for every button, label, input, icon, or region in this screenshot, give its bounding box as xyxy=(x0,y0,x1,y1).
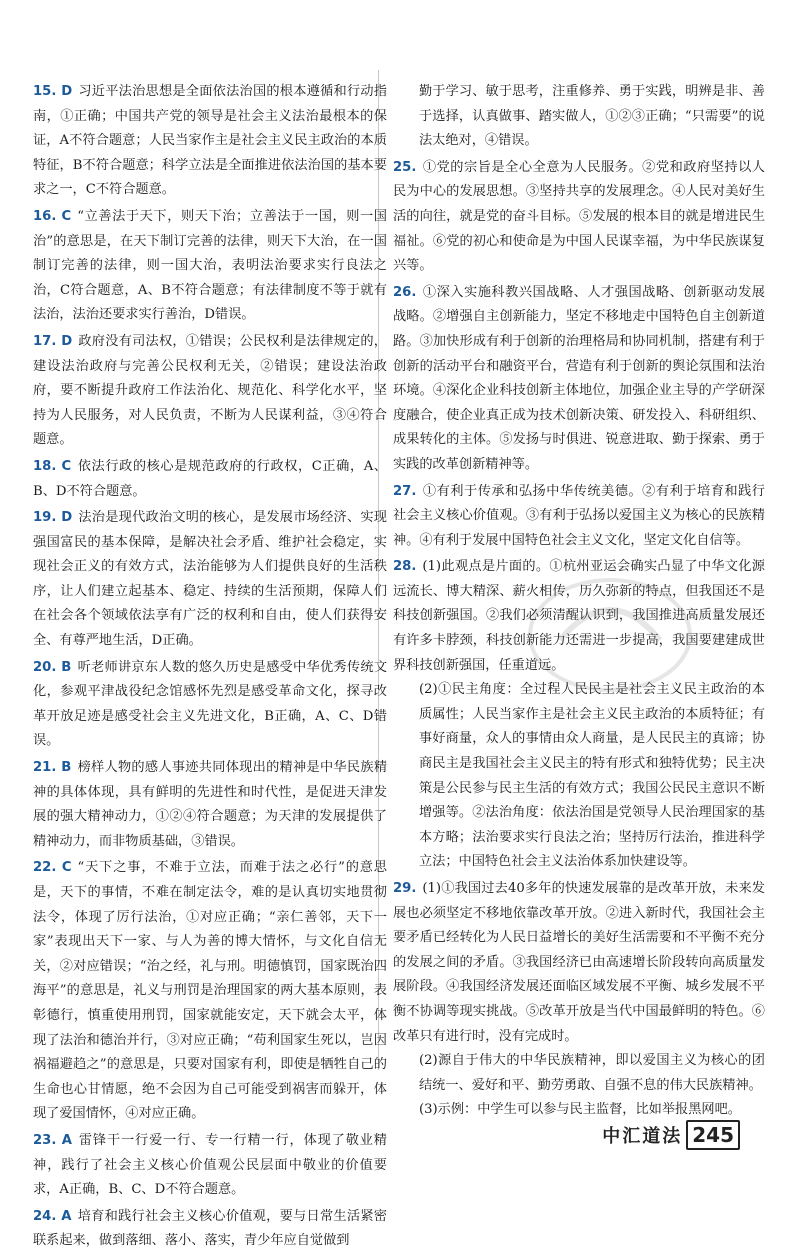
answer-text: ①有利于传承和弘扬中华传统美德。②有利于培育和践行社会主义核心价值观。③有利于弘扬以爱国主义为核心的民族精神。④有利于发展中国特色社会主义文化，坚定文化自信等。 xyxy=(393,483,765,548)
question-number: 18. C xyxy=(33,458,72,474)
answer-entry xyxy=(33,856,387,1127)
answer-entry xyxy=(33,506,387,654)
answer-entry xyxy=(33,455,387,504)
answer-text: 听老师讲京东人数的悠久历史是感受中华优秀传统文化，参观平津战役纪念馆感怀先烈是感受革命文化，探寻改革开放足迹是感受社会主义先进文化，B正确，A、C、D错误。 xyxy=(33,659,388,749)
left-column xyxy=(33,80,387,1256)
question-number: 15. D xyxy=(33,84,73,99)
answer-text: “立善法于天下，则天下治；立善法于一国，则一国治”的意思是，在天下制订完善的法律，则天下大治，在一国制订完善的法律，则一国大治，表明法治要求实行良法之治，C符合题意，A、B不符合题意；有法律制度不等于就有法治，法治还要求实行善治，D错误。 xyxy=(33,208,387,323)
answer-text: ①党的宗旨是全心全意为人民服务。②党和政府坚持以人民为中心的发展思想。③坚持共享的发展理念。④人民对美好生活的向往，就是党的奋斗目标。⑤发展的根本目的就是增进民生福祉。⑥党的初心和使命是为中国人民谋幸福，为中华民族谋复兴等。 xyxy=(393,159,765,274)
question-number: 22. C xyxy=(33,860,72,876)
question-number: 28. xyxy=(393,559,417,575)
answer-entry xyxy=(393,877,765,1123)
question-number: 24. A xyxy=(33,1208,72,1224)
answer-entry xyxy=(393,156,765,279)
answer-entry xyxy=(33,1205,387,1254)
answer-text: 习近平法治思想是全面依法治国的根本遵循和行动指南，①正确；中国共产党的领导是社会主义法治最根本的保证，A不符合题意；人民当家作主是社会主义民主政治的本质特征，B不符合题意；科学立法是全面推进依法治国的基本要求之一，C不符合题意。 xyxy=(33,84,387,198)
answer-entry xyxy=(393,281,765,478)
answer-subpart: (3)示例：中学生可以参与民主监督，比如举报黑网吧。 xyxy=(419,1102,741,1118)
page-number: 245 xyxy=(686,1120,740,1150)
answer-entry xyxy=(393,480,765,554)
answer-text: “天下之事，不难于立法，而难于法之必行”的意思是，天下的事情，不难在制定法令，难的是认真切实地贯彻法令，体现了厉行法治，①对应正确；“亲仁善邻，天下一家”表现出天下一家、与人为善的博大情怀，与文化自信无关，②对应错误；“治之经，礼与刑。明德慎罚，国家既治四海平”的意思是，礼义与刑罚是治理国家的两大基本原则，表彰德行，慎重使用刑罚，国家就能安定，天下就会太平，体现了法治和德治并行，③对应正确；“苟利国家生死以，岂因祸福避趋之”的意思是，只要对国家有利，即使是牺牲自己的生命也心甘情愿，绝不会因为自己可能受到祸害而躲开，体现了爱国情怀，④对应正确。 xyxy=(33,860,387,1122)
answer-text: (1)此观点是片面的。①杭州亚运会确实凸显了中华文化源远流长、博大精深、薪火相传，历久弥新的特点，但我国还不是科技创新强国。②我们必须清醒认识到，我国推进高质量发展还有许多卡脖颈，科技创新能力还需进一步提高，我国要建建成世界科技创新强国，任重道远。 xyxy=(393,559,765,673)
answer-text: 法治是现代政治文明的核心，是发展市场经济、实现强国富民的基本保障，是解决社会矛盾、维护社会稳定，实现社会正义的有效方式，法治能够为人们提供良好的生活秩序，让人们建立起基本、稳定、持续的生活预期，保障人们在社会各个领域依法享有广泛的权利和自由，使人们获得安全、有尊严地生活，D正确。 xyxy=(33,510,387,649)
question-number: 26. xyxy=(393,284,417,300)
answer-text: 勤于学习、敏于思考，注重修养、勇于实践，明辨是非、善于选择，认真做事、踏实做人，①②③正确；“只需要”的说法太绝对，④错误。 xyxy=(419,84,765,149)
answer-entry xyxy=(33,205,387,328)
watermark-logo xyxy=(520,560,700,710)
answer-entry xyxy=(33,80,387,203)
answer-text: (1)①我国过去40多年的快速发展靠的是改革开放，未来发展也必须坚定不移地依靠改革开放。②进入新时代，我国社会主要矛盾已经转化为人民日益增长的美好生活需要和不平衡不充分的发展之间的矛盾。③我国经济已由高速增长阶段转向高质量发展阶段。④我国经济发展还面临区域发展不平衡、城乡发展不平衡不协调等现实挑战。⑤改革开放是当代中国最鲜明的特色。⑥改革只有进行时，没有完成时。 xyxy=(393,881,765,1044)
answer-text: 雷锋干一行爱一行、专一行精一行，体现了敬业精神，践行了社会主义核心价值观公民层面中敬业的价值要求，A正确，B、C、D不符合题意。 xyxy=(33,1132,387,1198)
question-number: 20. B xyxy=(33,659,72,675)
answer-subpart: (2)①民主角度：全过程人民民主是社会主义民主政治的本质属性；人民当家作主是社会主义民主政治的本质特征；有事好商量，众人的事情由众人商量，是人民民主的真谛；协商民主是我国社会主义民主的特有形式和独特优势；民主决策是公民参与民主生活的有效方式；我国公民民主意识不断增强等。②法治角度：依法治国是党领导人民治理国家的基本方略；法治要求实行良法之治；坚持厉行法治，推进科学立法；中国特色社会主义法治体系加快建设等。 xyxy=(419,682,765,870)
answer-entry xyxy=(33,1129,387,1203)
answer-continuation xyxy=(393,80,765,154)
answer-text: 依法行政的核心是规范政府的行政权，C正确，A、B、D不符合题意。 xyxy=(33,458,387,499)
answer-text: 政府没有司法权，①错误；公民权利是法律规定的，建设法治政府与完善公民权利无关，②错误；建设法治政府，要不断提升政府工作法治化、规范化、科学化水平，坚持为人民服务，对人民负责，不断为人民谋利益，③④符合题意。 xyxy=(33,333,387,448)
question-number: 19. D xyxy=(33,510,73,526)
answer-subpart: (2)源自于伟大的中华民族精神，即以爱国主义为核心的团结统一、爱好和平、勤劳勇敢、自强不息的伟大民族精神。 xyxy=(419,1053,765,1093)
answer-text: ①深入实施科教兴国战略、人才强国战略、创新驱动发展战略。②增强自主创新能力，坚定不移地走中国特色自主创新道路。③加快形成有利于创新的治理格局和协同机制，搭建有利于创新的活动平台和融资平台，营造有利于创新的舆论氛围和法治环境。④深化企业科技创新主体地位，加强企业主导的产学研深度融合，使企业真正成为技术创新决策、研发投入、科研组织、成果转化的主体。⑤发扬与时俱进、锐意进取、勤于探索、勇于实践的改革创新精神等。 xyxy=(393,284,765,472)
question-number: 17. D xyxy=(33,333,73,349)
answer-entry xyxy=(33,330,387,453)
answer-entry xyxy=(33,656,387,754)
question-number: 16. C xyxy=(33,208,72,224)
question-number: 21. B xyxy=(33,760,72,776)
question-number: 27. xyxy=(393,483,417,499)
answer-text: 榜样人物的感人事迹共同体现出的精神是中华民族精神的具体体现，具有鲜明的先进性和时代性，是促进天津发展的强大精神动力，①②④符合题意；为天津的发展提供了精神动力，而非物质基础，③错误。 xyxy=(33,760,388,849)
page-footer xyxy=(602,1120,740,1150)
answer-text: 培育和践行社会主义核心价值观，要与日常生活紧密联系起来，做到落细、落小、落实，青少年应自觉做到 xyxy=(33,1208,387,1249)
answer-entry xyxy=(33,756,387,854)
question-number: 25. xyxy=(393,159,417,175)
question-number: 29. xyxy=(393,881,417,896)
question-number: 23. A xyxy=(33,1132,73,1148)
book-title: 中汇道法 xyxy=(602,1126,683,1147)
